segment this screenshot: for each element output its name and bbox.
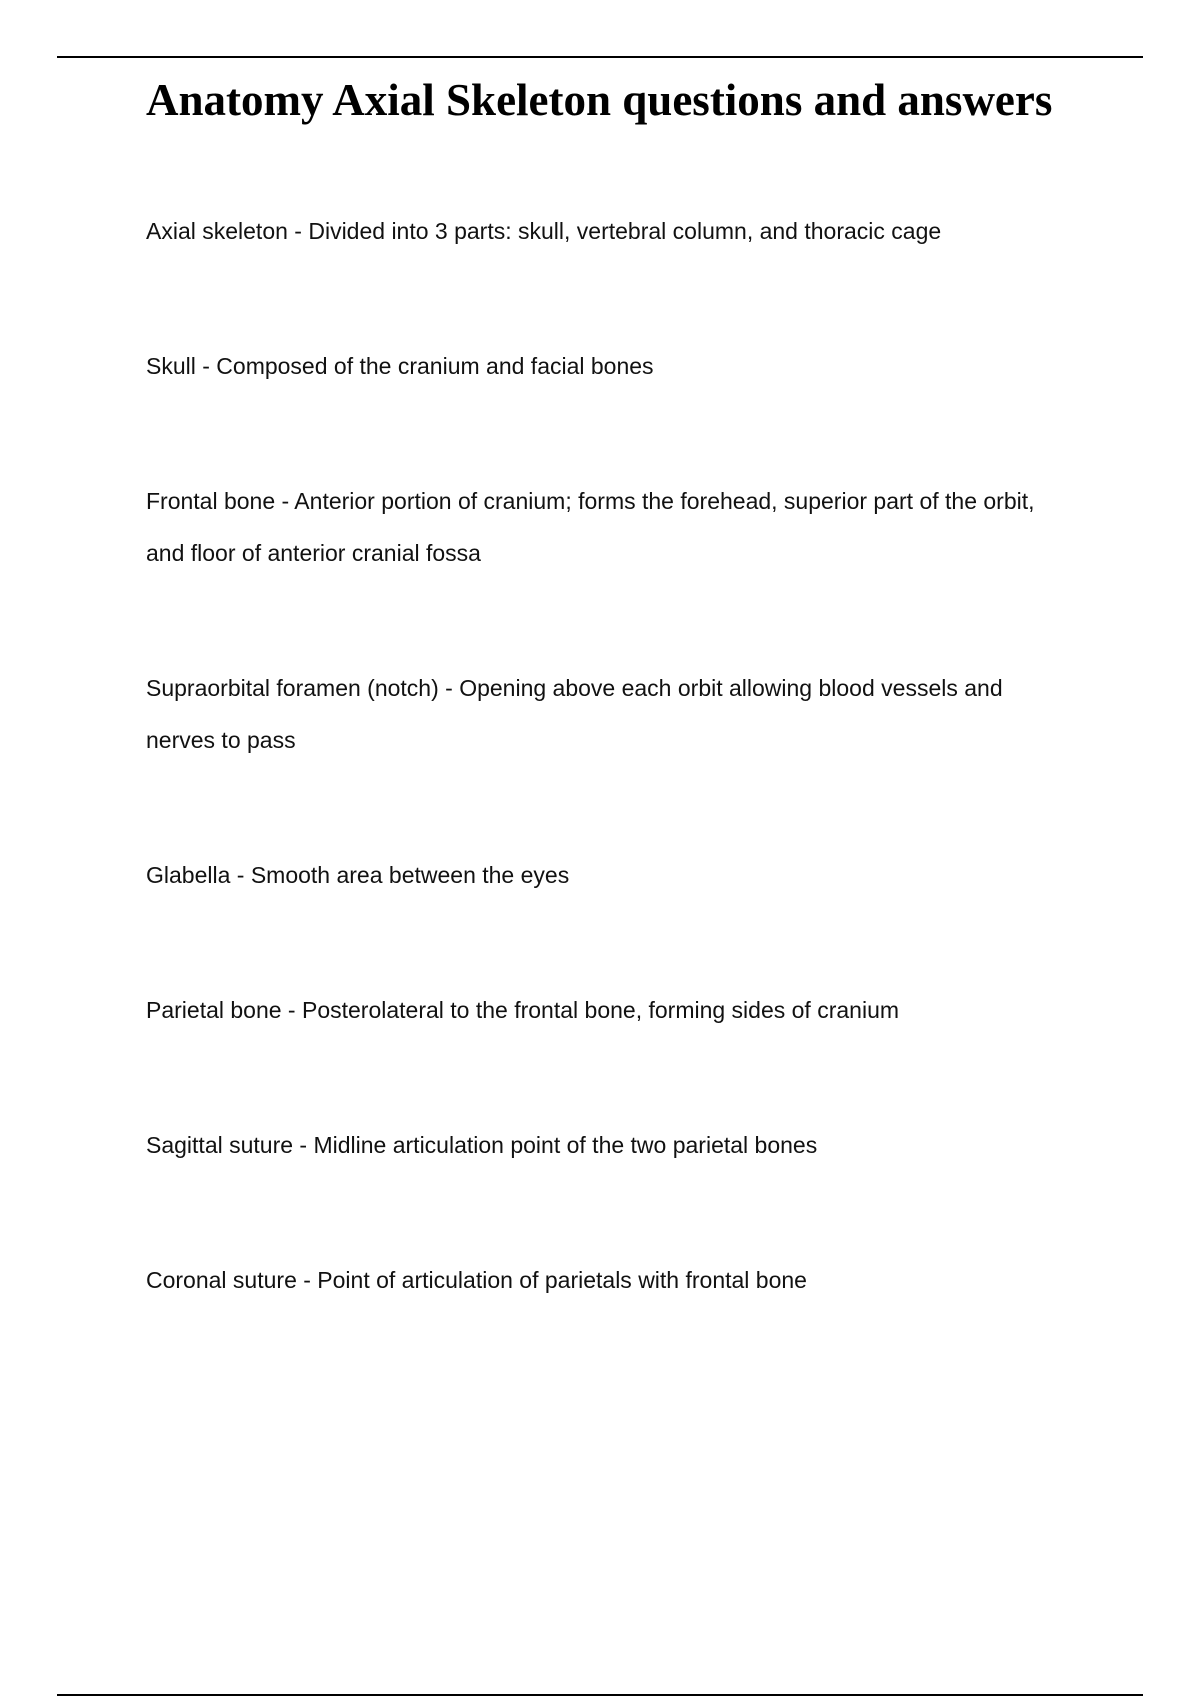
list-item: Coronal suture - Point of articulation of parietals with frontal bone [146,1267,807,1293]
list-item: Frontal bone - Anterior portion of cranium; forms the forehead, superior part of the orbit, and floor of anterior cranial fossa [146,488,1035,566]
bottom-divider [57,1694,1143,1696]
list-item: Parietal bone - Posterolateral to the frontal bone, forming sides of cranium [146,997,900,1023]
list-item: Glabella - Smooth area between the eyes [146,862,570,888]
entry-list [146,205,1076,1389]
list-item: Axial skeleton - Divided into 3 parts: skull, vertebral column, and thoracic cage [146,218,942,244]
list-item: Supraorbital foramen (notch) - Opening above each orbit allowing blood vessels and nerves to pass [146,675,1003,753]
list-item: Sagittal suture - Midline articulation point of the two parietal bones [146,1132,818,1158]
top-divider [57,56,1143,58]
page-title: Anatomy Axial Skeleton questions and answers [146,75,1053,125]
list-item: Skull - Composed of the cranium and facial bones [146,353,654,379]
